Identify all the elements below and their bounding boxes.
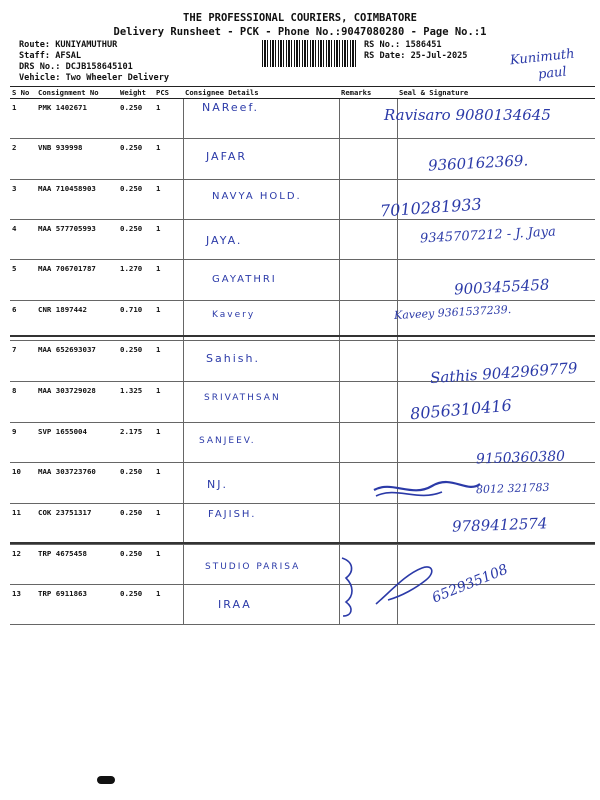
remarks-cell: [339, 423, 397, 463]
remarks-cell: [339, 504, 397, 545]
consignment-cell: SVP 1655004: [36, 423, 118, 463]
pcs-cell: 1: [154, 180, 183, 220]
table-row: [10, 545, 595, 585]
pcs-cell: 1: [154, 585, 183, 625]
sno-cell: 12: [10, 545, 36, 585]
handwritten-signature: 9150360380: [475, 448, 566, 468]
handwritten-note: paul: [537, 64, 568, 83]
consignee-cell: [183, 585, 339, 625]
route-label: Route: KUNIYAMUTHUR: [19, 40, 118, 50]
sno-cell: 7: [10, 341, 36, 382]
handwritten-consignee: IRAA: [218, 598, 252, 611]
weight-cell: 0.250: [118, 341, 154, 382]
weight-cell: 0.250: [118, 220, 154, 260]
pcs-cell: 1: [154, 301, 183, 341]
handwritten-signature: Kaveey 9361537239.: [393, 302, 512, 323]
handwritten-consignee: NJ.: [207, 478, 228, 491]
remarks-cell: [339, 341, 397, 382]
sno-cell: 8: [10, 382, 36, 423]
sno-cell: 13: [10, 585, 36, 625]
handwritten-consignee: GAYATHRI: [212, 274, 277, 285]
consignee-cell: [183, 504, 339, 545]
pcs-cell: 1: [154, 504, 183, 545]
handwritten-signature: 8056310416: [409, 395, 513, 424]
handwritten-consignee: Sahish.: [206, 352, 260, 365]
consignment-cell: VNB 939998: [36, 139, 118, 180]
weight-cell: 0.250: [118, 99, 154, 139]
weight-cell: 2.175: [118, 423, 154, 463]
vehicle-label: Vehicle: Two Wheeler Delivery: [19, 73, 170, 83]
sno-cell: 6: [10, 301, 36, 341]
handwritten-consignee: STUDIO PARISA: [205, 562, 301, 572]
consignment-cell: MAA 706701787: [36, 260, 118, 301]
pcs-cell: 1: [154, 99, 183, 139]
consignment-cell: TRP 6911863: [36, 585, 118, 625]
weight-cell: 0.250: [118, 463, 154, 504]
weight-cell: 0.250: [118, 139, 154, 180]
weight-cell: 0.250: [118, 180, 154, 220]
handwritten-signature: 9345707212 - J. Jaya: [419, 224, 557, 247]
sno-cell: 5: [10, 260, 36, 301]
weight-cell: 0.250: [118, 545, 154, 585]
remarks-cell: [339, 260, 397, 301]
handwritten-signature: 652935108: [429, 561, 511, 607]
pcs-cell: 1: [154, 341, 183, 382]
sno-cell: 1: [10, 99, 36, 139]
sno-cell: 4: [10, 220, 36, 260]
sno-cell: 9: [10, 423, 36, 463]
handwritten-consignee: NAReef.: [202, 101, 260, 114]
handwritten-consignee: JAFAR: [206, 150, 248, 163]
consignment-cell: MAA 303723760: [36, 463, 118, 504]
brace-mark: [340, 556, 358, 618]
handwritten-signature: 9789412574: [451, 514, 548, 536]
pcs-cell: 1: [154, 382, 183, 423]
column-header: Consignee Details: [183, 87, 339, 99]
consignment-cell: CNR 1897442: [36, 301, 118, 341]
handwritten-signature: Ravisaro 9080134645: [384, 106, 551, 124]
company-title: THE PROFESSIONAL COURIERS, COIMBATORE: [183, 12, 417, 24]
table-row: [10, 585, 595, 625]
staff-label: Staff: AFSAL: [19, 51, 82, 61]
handwritten-signature: 9360162369.: [427, 151, 529, 175]
section-divider: [10, 542, 595, 544]
pcs-cell: 1: [154, 545, 183, 585]
pcs-cell: 1: [154, 220, 183, 260]
sno-cell: 2: [10, 139, 36, 180]
handwritten-signature: 9003455458: [453, 275, 550, 299]
handwritten-consignee: SANJEEV.: [199, 436, 256, 446]
column-header: Weight: [118, 87, 154, 99]
rs-date: RS Date: 25-Jul-2025: [364, 51, 468, 61]
weight-cell: 0.250: [118, 504, 154, 545]
remarks-cell: [339, 139, 397, 180]
sno-cell: 10: [10, 463, 36, 504]
rs-number: RS No.: 1586451: [364, 40, 442, 50]
consignment-cell: MAA 652693037: [36, 341, 118, 382]
barcode: [262, 40, 358, 67]
consignment-cell: MAA 303729028: [36, 382, 118, 423]
pcs-cell: 1: [154, 139, 183, 180]
pcs-cell: 1: [154, 260, 183, 301]
weight-cell: 0.710: [118, 301, 154, 341]
column-header: PCS: [154, 87, 183, 99]
handwritten-signature: 7010281933: [379, 194, 483, 221]
consignment-cell: PMK 1402671: [36, 99, 118, 139]
signature-scribble: [372, 560, 442, 610]
consignment-cell: MAA 577705993: [36, 220, 118, 260]
runsheet-title: Delivery Runsheet - PCK - Phone No.:9047080280 - Page No.:1: [113, 26, 487, 38]
handwritten-consignee: Kavery: [212, 310, 256, 320]
weight-cell: 1.270: [118, 260, 154, 301]
drs-number: DRS No.: DCJB158645101: [19, 62, 133, 72]
column-header: S No: [10, 87, 36, 99]
sno-cell: 3: [10, 180, 36, 220]
handwritten-consignee: SRIVATHSAN: [204, 393, 281, 403]
remarks-cell: [339, 382, 397, 423]
column-header: Seal & Signature: [397, 87, 595, 99]
handwritten-consignee: JAYA.: [206, 234, 243, 247]
weight-cell: 0.250: [118, 585, 154, 625]
page-mark: [97, 776, 115, 784]
section-divider: [10, 335, 595, 337]
strikeout-scribble: [372, 474, 482, 504]
consignment-cell: TRP 4675458: [36, 545, 118, 585]
column-header: Remarks: [339, 87, 397, 99]
handwritten-consignee: FAJISH.: [208, 509, 257, 520]
handwritten-signature: 8012 321783: [475, 480, 550, 497]
pcs-cell: 1: [154, 423, 183, 463]
weight-cell: 1.325: [118, 382, 154, 423]
consignment-cell: COK 23751317: [36, 504, 118, 545]
sno-cell: 11: [10, 504, 36, 545]
column-header: Consignment No: [36, 87, 118, 99]
handwritten-note: Kunimuth: [509, 46, 576, 69]
handwritten-signature: Sathis 9042969779: [429, 358, 579, 388]
handwritten-consignee: NAVYA HOLD.: [212, 191, 302, 202]
table-header-row: [10, 87, 595, 99]
pcs-cell: 1: [154, 463, 183, 504]
remarks-cell: [339, 220, 397, 260]
consignment-cell: MAA 710458903: [36, 180, 118, 220]
